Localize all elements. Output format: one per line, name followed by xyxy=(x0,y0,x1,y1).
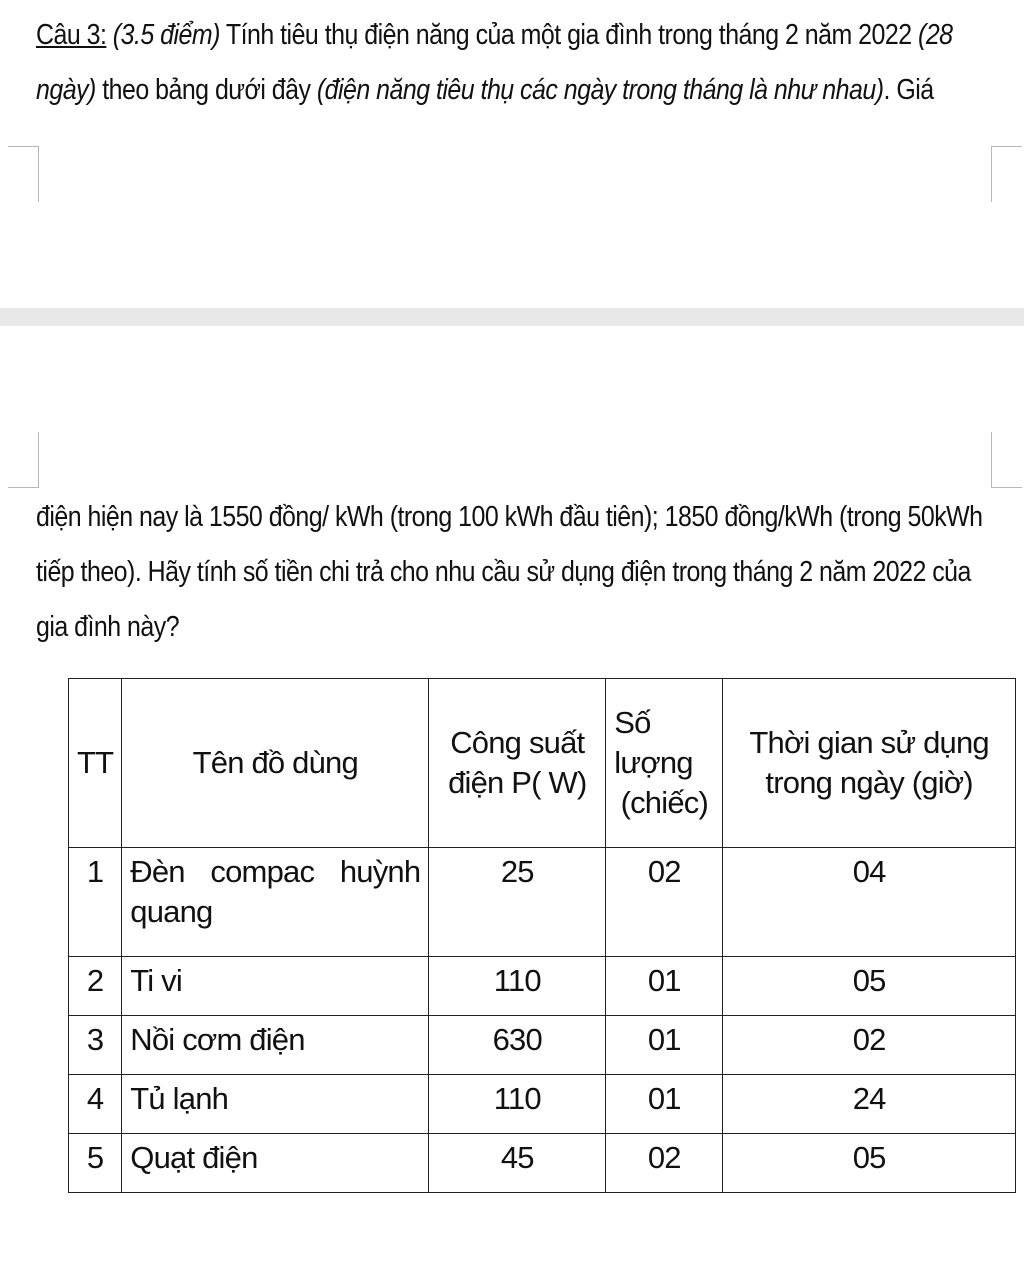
cell-tt: 2 xyxy=(69,957,122,1016)
cell-time: 04 xyxy=(723,848,1016,957)
cell-power: 45 xyxy=(429,1134,606,1193)
cell-name-part: compac xyxy=(210,854,315,889)
header-qty-unit: (chiếc) xyxy=(620,785,708,820)
header-name: Tên đồ dùng xyxy=(122,679,429,848)
cell-power: 110 xyxy=(429,1075,606,1134)
question-label: Câu 3: xyxy=(36,19,107,51)
cell-tt: 4 xyxy=(69,1075,122,1134)
question-days: (28 ngày) xyxy=(36,19,953,106)
question-note: (điện năng tiêu thụ các ngày trong tháng là như nhau) xyxy=(316,74,884,106)
cell-tt: 5 xyxy=(69,1134,122,1193)
margin-corner-mark xyxy=(991,146,1022,202)
question-continuation: điện hiện nay là 1550 đồng/ kWh (trong 100 kWh đầu tiên); 1850 đồng/kWh (trong 50kWh tiếp theo). Hãy tính số tiền chi trả cho nhu cầu sử dụng điện trong tháng 2 năm 2022 của gia đình này? xyxy=(36,501,983,643)
header-tt: TT xyxy=(69,679,122,848)
cell-name: Quạt điện xyxy=(122,1134,429,1193)
cell-qty: 02 xyxy=(606,848,723,957)
table-row xyxy=(69,1016,1016,1075)
cell-power: 25 xyxy=(429,848,606,957)
question-points: (3.5 điểm) xyxy=(112,19,220,51)
margin-corner-mark xyxy=(991,432,1022,488)
table-header-row xyxy=(69,679,1016,848)
cell-name-part: huỳnh xyxy=(339,854,421,889)
cell-tt: 3 xyxy=(69,1016,122,1075)
cell-qty: 01 xyxy=(606,957,723,1016)
margin-corner-mark xyxy=(8,146,39,202)
header-qty-label: Số lượng xyxy=(614,705,693,780)
question-paragraph xyxy=(36,8,1008,118)
question-text-a: Tính tiêu thụ điện năng của một gia đình trong tháng 2 năm 2022 xyxy=(219,19,919,51)
header-power: Công suất điện P( W) xyxy=(429,679,606,848)
question-text-b: theo bảng dưới đây xyxy=(95,74,317,106)
cell-qty: 02 xyxy=(606,1134,723,1193)
cell-name-part: quang xyxy=(130,894,213,929)
cell-name-part: Đèn xyxy=(130,854,185,889)
margin-corner-mark xyxy=(8,432,39,488)
cell-tt: 1 xyxy=(69,848,122,957)
table-row xyxy=(69,957,1016,1016)
cell-name: Tủ lạnh xyxy=(122,1075,429,1134)
table-row xyxy=(69,1075,1016,1134)
cell-power: 630 xyxy=(429,1016,606,1075)
cell-time: 02 xyxy=(723,1016,1016,1075)
cell-time: 05 xyxy=(723,1134,1016,1193)
cell-power: 110 xyxy=(429,957,606,1016)
cell-time: 05 xyxy=(723,957,1016,1016)
cell-name: Ti vi xyxy=(122,957,429,1016)
cell-time: 24 xyxy=(723,1075,1016,1134)
table-row xyxy=(69,848,1016,957)
table-row xyxy=(69,1134,1016,1193)
header-qty xyxy=(606,679,723,848)
question-text-c: . Giá xyxy=(883,74,934,106)
appliance-table xyxy=(68,678,1016,1193)
cell-name xyxy=(122,848,429,957)
cell-qty: 01 xyxy=(606,1075,723,1134)
cell-qty: 01 xyxy=(606,1016,723,1075)
cell-name: Nồi cơm điện xyxy=(122,1016,429,1075)
header-time: Thời gian sử dụng trong ngày (giờ) xyxy=(723,679,1016,848)
page-break-gap xyxy=(0,308,1024,326)
